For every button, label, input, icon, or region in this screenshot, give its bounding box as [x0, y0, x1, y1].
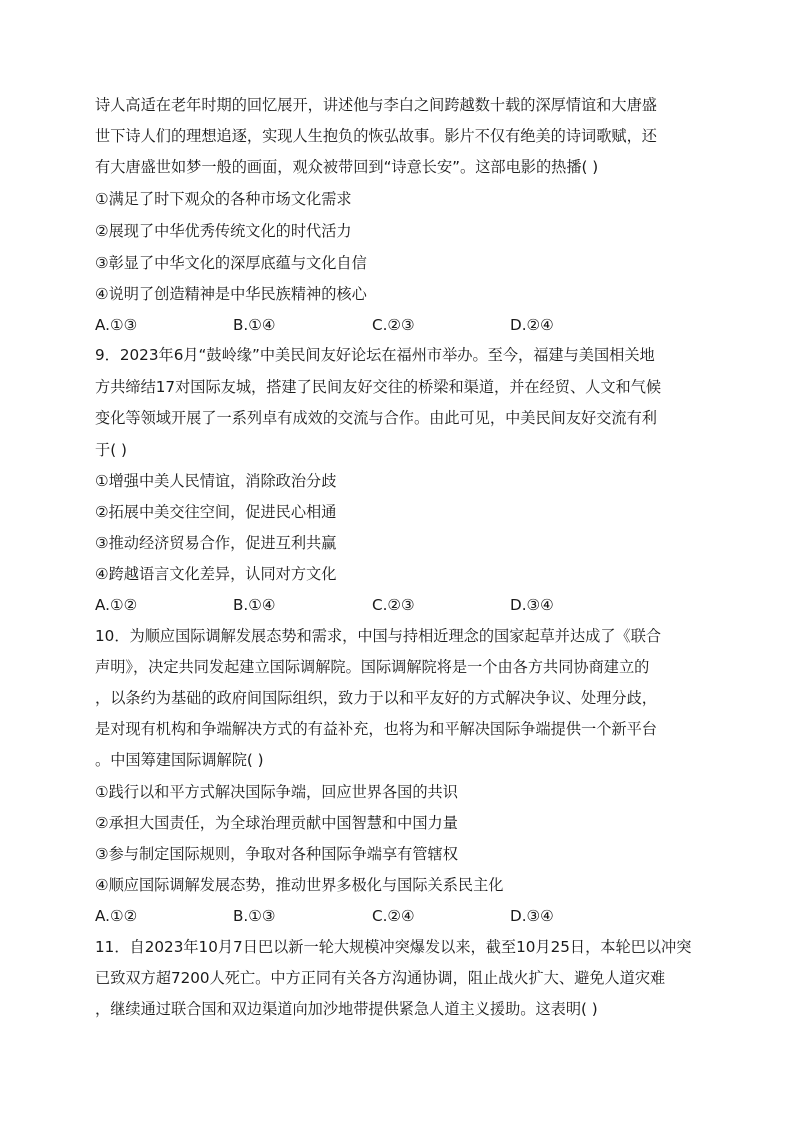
question-8-statement-3: ③彰显了中华文化的深厚底蕴与文化自信 — [95, 254, 367, 272]
question-11-text-line-1: 11．自2023年10月7日巴以新一轮大规模冲突爆发以来，截至10月25日，本轮巴以冲突 — [95, 938, 692, 956]
question-10-text-line-2: 声明》，决定共同发起建立国际调解院。国际调解院将是一个由各方共同协商建立的 — [95, 658, 650, 676]
question-10-text-line-5: 。中国筹建国际调解院( ) — [95, 751, 264, 769]
question-8-option-d[interactable]: D.②④ — [510, 316, 554, 334]
question-9-text-line-1: 9．2023年6月“鼓岭缘”中美民间友好论坛在福州市举办。至今，福建与美国相关地 — [95, 346, 655, 364]
question-9-statement-3: ③推动经济贸易合作，促进互利共赢 — [95, 534, 337, 552]
question-8-option-b[interactable]: B.①④ — [233, 316, 276, 334]
question-9-text-line-4: 于( ) — [95, 441, 127, 459]
question-9-statement-2: ②拓展中美交往空间，促进民心相通 — [95, 503, 337, 521]
question-10-statement-1: ①践行以和平方式解决国际争端，回应世界各国的共识 — [95, 783, 458, 801]
question-9-text-line-2: 方共缔结17对国际友城，搭建了民间友好交往的桥梁和渠道，并在经贸、人文和气候 — [95, 378, 662, 396]
question-9-option-a[interactable]: A.①② — [95, 596, 138, 614]
question-8-statement-2: ②展现了中华优秀传统文化的时代活力 — [95, 222, 352, 240]
question-9-statement-4: ④跨越语言文化差异，认同对方文化 — [95, 565, 337, 583]
question-10-option-b[interactable]: B.①③ — [233, 907, 276, 925]
question-10-statement-4: ④顺应国际调解发展态势，推动世界多极化与国际关系民主化 — [95, 876, 504, 894]
question-9-text-line-3: 变化等领域开展了一系列卓有成效的交流与合作。由此可见，中美民间友好交流有利 — [95, 409, 657, 427]
question-10-statement-3: ③参与制定国际规则，争取对各种国际争端享有管辖权 — [95, 845, 458, 863]
question-9-option-b[interactable]: B.①④ — [233, 596, 276, 614]
question-8-statement-4: ④说明了创造精神是中华民族精神的核心 — [95, 285, 367, 303]
question-10-option-d[interactable]: D.③④ — [510, 907, 554, 925]
question-8-statement-1: ①满足了时下观众的各种市场文化需求 — [95, 190, 352, 208]
question-10-text-line-3: ，以条约为基础的政府间国际组织，致力于以和平友好的方式解决争议、处理分歧， — [95, 689, 657, 707]
question-8-option-c[interactable]: C.②③ — [372, 316, 415, 334]
question-10-option-a[interactable]: A.①② — [95, 907, 138, 925]
question-9-option-d[interactable]: D.③④ — [510, 596, 554, 614]
question-10-text-line-1: 10．为顺应国际调解发展态势和需求，中国与持相近理念的国家起草并达成了《联合 — [95, 627, 662, 645]
question-11-text-line-2: 已致双方超7200人死亡。中方正同有关各方沟通协调，阻止战火扩大、避免人道灾难 — [95, 969, 666, 987]
question-10-option-c[interactable]: C.②④ — [372, 907, 415, 925]
question-8-text-line-2: 世下诗人们的理想追逐，实现人生抱负的恢弘故事。影片不仅有绝美的诗词歌赋，还 — [95, 127, 657, 145]
question-9-statement-1: ①增强中美人民情谊，消除政治分歧 — [95, 472, 337, 490]
question-10-text-line-4: 是对现有机构和争端解决方式的有益补充，也将为和平解决国际争端提供一个新平台 — [95, 720, 657, 738]
question-11-text-line-3: ，继续通过联合国和双边渠道向加沙地带提供紧急人道主义援助。这表明( ) — [95, 1000, 598, 1018]
question-8-text-line-3: 有大唐盛世如梦一般的画面，观众被带回到“诗意长安”。这部电影的热播( ) — [95, 158, 599, 176]
question-9-option-c[interactable]: C.②③ — [372, 596, 415, 614]
question-8-option-a[interactable]: A.①③ — [95, 316, 138, 334]
question-8-text-line-1: 诗人高适在老年时期的回忆展开，讲述他与李白之间跨越数十载的深厚情谊和大唐盛 — [95, 96, 657, 114]
question-10-statement-2: ②承担大国责任，为全球治理贡献中国智慧和中国力量 — [95, 814, 458, 832]
